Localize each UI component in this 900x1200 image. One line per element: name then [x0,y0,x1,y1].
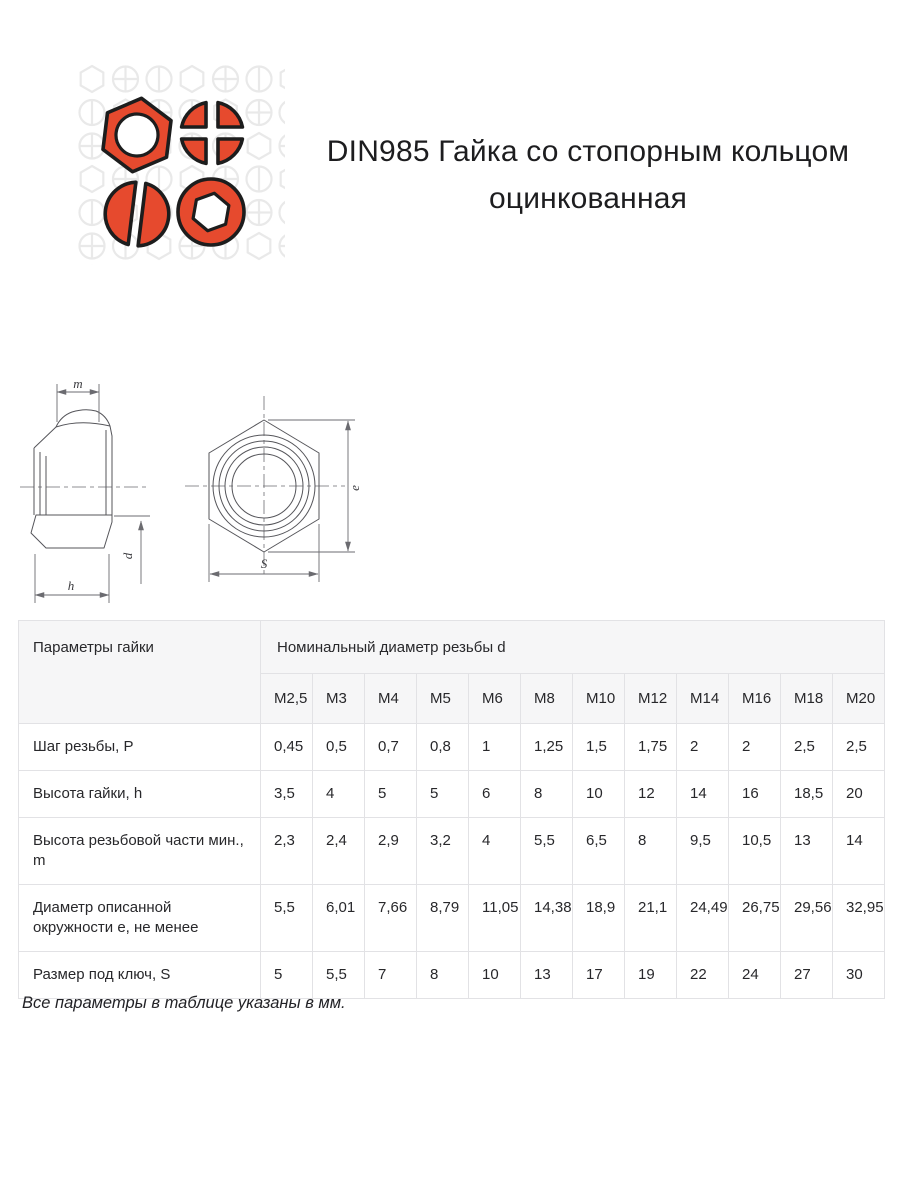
size-header-9: M14 [677,674,729,724]
title-line-1: DIN985 Гайка со стопорным кольцом [326,135,850,168]
value-cell: 26,75 [729,885,781,952]
value-cell: 10 [573,771,625,818]
value-cell: 3,2 [417,818,469,885]
value-cell: 4 [469,818,521,885]
size-header-5: M6 [469,674,521,724]
value-cell: 1 [469,724,521,771]
table-row [19,952,885,999]
value-cell: 8 [521,771,573,818]
value-cell: 2,5 [833,724,885,771]
size-header-4: M5 [417,674,469,724]
nut-profile [31,410,112,548]
value-cell: 13 [521,952,573,999]
table-row [19,818,885,885]
row-label: Высота гайки, h [19,771,261,818]
row-label: Шаг резьбы, P [19,724,261,771]
value-cell: 7 [365,952,417,999]
value-cell: 2 [729,724,781,771]
row-label: Диаметр описанной окружности е, не менее [19,885,261,952]
value-cell: 0,45 [261,724,313,771]
table-row [19,885,885,952]
diameter-header-cell: Номинальный диаметр резьбы d [261,621,885,674]
value-cell: 1,75 [625,724,677,771]
spec-table [18,620,885,999]
value-cell: 3,5 [261,771,313,818]
value-cell: 11,05 [469,885,521,952]
value-cell: 30 [833,952,885,999]
spec-table-header [19,621,885,724]
value-cell: 17 [573,952,625,999]
header-row-top [19,621,885,674]
value-cell: 2,4 [313,818,365,885]
size-header-6: M8 [521,674,573,724]
value-cell: 6,01 [313,885,365,952]
value-cell: 5 [261,952,313,999]
brand-logo [75,62,285,265]
value-cell: 14 [677,771,729,818]
page-title [285,128,891,222]
value-cell: 8 [417,952,469,999]
spec-table-body [19,724,885,999]
value-cell: 6,5 [573,818,625,885]
value-cell: 22 [677,952,729,999]
value-cell: 5,5 [261,885,313,952]
value-cell: 20 [833,771,885,818]
size-header-1: M2,5 [261,674,313,724]
size-header-2: M3 [313,674,365,724]
value-cell: 27 [781,952,833,999]
dim-label-s: S [260,556,268,571]
dimension-h [35,554,109,603]
size-header-8: M12 [625,674,677,724]
value-cell: 14,38 [521,885,573,952]
dim-label-m: m [73,376,83,391]
value-cell: 19 [625,952,677,999]
size-header-11: M18 [781,674,833,724]
socket-head-icon [178,179,244,245]
value-cell: 4 [313,771,365,818]
value-cell: 10,5 [729,818,781,885]
value-cell: 5,5 [313,952,365,999]
value-cell: 1,25 [521,724,573,771]
nut-side-view-drawing [20,372,190,607]
size-header-10: M16 [729,674,781,724]
value-cell: 24 [729,952,781,999]
table-row [19,724,885,771]
value-cell: 16 [729,771,781,818]
value-cell: 5 [365,771,417,818]
size-header-3: M4 [365,674,417,724]
value-cell: 8,79 [417,885,469,952]
value-cell: 29,56 [781,885,833,952]
row-label: Высота резьбовой части мин., m [19,818,261,885]
value-cell: 8 [625,818,677,885]
dim-label-e: e [347,485,362,491]
param-header-cell: Параметры гайки [19,621,261,724]
value-cell: 0,8 [417,724,469,771]
units-footnote: Все параметры в таблице указаны в мм. [22,994,346,1012]
value-cell: 0,5 [313,724,365,771]
title-line-2: оцинкованная [488,182,688,215]
value-cell: 2,9 [365,818,417,885]
value-cell: 24,49 [677,885,729,952]
value-cell: 32,95 [833,885,885,952]
value-cell: 2 [677,724,729,771]
dim-label-h: h [67,578,75,593]
value-cell: 9,5 [677,818,729,885]
size-header-12: M20 [833,674,885,724]
value-cell: 7,66 [365,885,417,952]
value-cell: 10 [469,952,521,999]
dim-label-d: d [120,552,135,560]
value-cell: 12 [625,771,677,818]
value-cell: 2,3 [261,818,313,885]
dimension-m [57,376,99,422]
value-cell: 18,9 [573,885,625,952]
value-cell: 14 [833,818,885,885]
nut-front-view-drawing [183,376,368,608]
nylon-insert-hatch [31,515,112,548]
value-cell: 1,5 [573,724,625,771]
table-row [19,771,885,818]
fastener-pattern-background [75,62,285,265]
value-cell: 13 [781,818,833,885]
value-cell: 0,7 [365,724,417,771]
value-cell: 5,5 [521,818,573,885]
value-cell: 21,1 [625,885,677,952]
row-label: Размер под ключ, S [19,952,261,999]
value-cell: 6 [469,771,521,818]
dimension-d [114,516,150,584]
value-cell: 18,5 [781,771,833,818]
value-cell: 2,5 [781,724,833,771]
value-cell: 5 [417,771,469,818]
size-header-7: M10 [573,674,625,724]
